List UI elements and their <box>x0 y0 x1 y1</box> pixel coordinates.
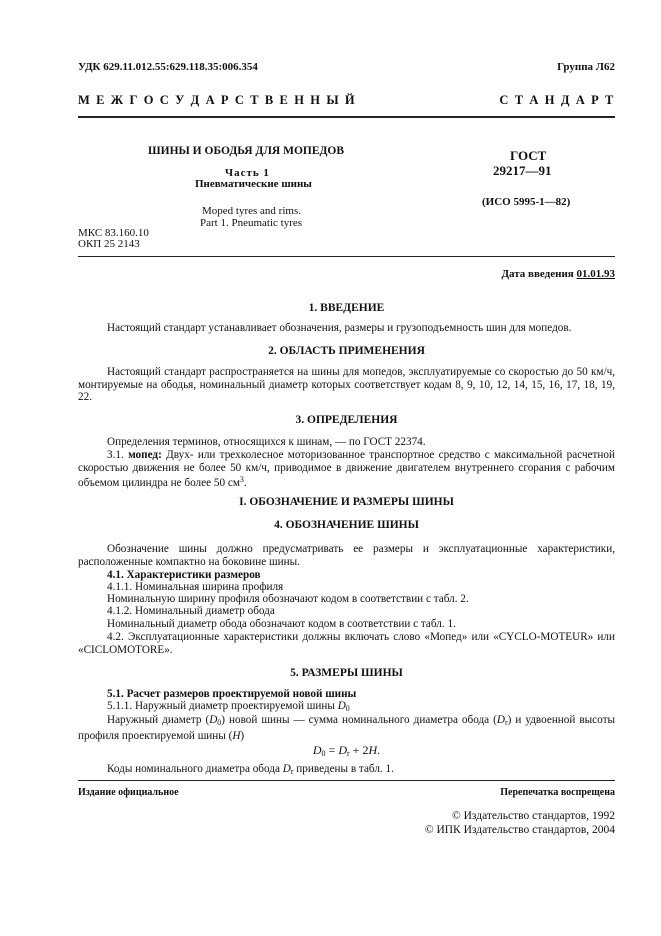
header-rule <box>78 116 615 118</box>
copyright-2: © ИПК Издательство стандартов, 2004 <box>424 824 615 836</box>
mks-code: МКС 83.160.10 <box>78 227 149 239</box>
symbol-d: D <box>282 763 291 775</box>
section-5-title: 5. РАЗМЕРЫ ШИНЫ <box>290 667 403 679</box>
section-4-title: 4. ОБОЗНАЧЕНИЕ ШИНЫ <box>274 519 419 531</box>
doc-part: Часть 1 <box>225 167 270 179</box>
text-part: ) новой шины — сумма номинального диаметра обода ( <box>221 714 497 726</box>
definition-number: 3.1. <box>107 449 124 461</box>
okp-code: ОКП 25 2143 <box>78 238 140 250</box>
symbol-d: D <box>337 700 346 712</box>
symbol-d-sub: 0 <box>217 718 222 727</box>
section-4-1-2-text: Номинальный диаметр обода обозначают кодом в соответствии с табл. 1. <box>107 618 456 630</box>
section-2-title: 2. ОБЛАСТЬ ПРИМЕНЕНИЯ <box>268 345 425 357</box>
symbol-r-sub: r <box>347 749 350 758</box>
text-part: Наружный диаметр ( <box>107 714 210 726</box>
section-4-1: 4.1. Характеристики размеров <box>107 569 261 581</box>
section-4-1-1: 4.1.1. Номинальная ширина профиля <box>107 581 284 593</box>
doc-part-title: Пневматические шины <box>195 178 312 190</box>
symbol-d: D <box>209 714 218 726</box>
section-4-text: Обозначение шины должно предусматривать ее размеры и эксплуатационные характеристики, расположенные компактно на боковине шины. <box>78 543 615 568</box>
gost-number: 29217—91 <box>493 163 552 178</box>
symbol-h: H <box>232 729 241 742</box>
official-edition: Издание официальное <box>78 787 179 798</box>
section-4-1-1-text: Номинальную ширину профиля обозначают кодом в соответствии с табл. 2. <box>107 593 469 605</box>
title-rule <box>78 256 615 257</box>
section-3-definition <box>78 449 615 490</box>
symbol-d-sub: 0 <box>345 704 350 713</box>
section-5-1-1-text <box>78 714 615 742</box>
copyright-1: © Издательство стандартов, 1992 <box>451 810 615 822</box>
symbol-d: D <box>338 743 347 757</box>
en-title-1: Moped tyres and rims. <box>202 205 301 217</box>
iso-number: (ИСО 5995-1—82) <box>482 196 571 208</box>
intro-date <box>501 268 615 280</box>
formula-eq: = <box>325 743 339 757</box>
section-4-1-2: 4.1.2. Номинальный диаметр обода <box>107 605 275 617</box>
section-4-2: 4.2. Эксплуатационные характеристики должны включать слово «Мопед» или «CYCLO-MOTEUR» или «CICLOMOTORE». <box>78 631 615 656</box>
doc-title: ШИНЫ И ОБОДЬЯ ДЛЯ МОПЕДОВ <box>148 145 345 157</box>
footer-rule <box>78 780 615 781</box>
intro-date-value: 01.01.93 <box>576 268 615 280</box>
interstate-label: М Е Ж Г О С У Д А Р С Т В Е Н Н Ы Й <box>78 93 357 107</box>
symbol-r-sub: r <box>290 767 294 776</box>
gost-label: ГОСТ <box>510 148 547 163</box>
codes-text <box>78 763 615 779</box>
section-2-text: Настоящий стандарт распространяется на шины для мопедов, эксплуатируемые со скоростью до 50 км/ч, монтируемые на ободья, номинальный диаметр которых соответствует кодам 8, 9, 10, 12, 14, 15, 16, 17, 18, 19, 22. <box>78 366 615 404</box>
symbol-r-sub: r <box>504 718 508 727</box>
text-part: ) <box>240 729 245 742</box>
text-part: Коды номинального диаметра обода <box>107 763 283 775</box>
formula-plus: + 2 <box>349 743 369 757</box>
definition-body: Двух- или трехколесное моторизованное транспортное средство с максимальной расчетной скоростью движения не более 50 км/ч, приводимое в движение двигателем внутреннего сгорания с рабочим объемом цилиндра не более 50 см <box>78 449 615 490</box>
en-title-2: Part 1. Pneumatic tyres <box>200 217 303 229</box>
symbol-d: D <box>312 743 322 757</box>
standard-label: С Т А Н Д А Р Т <box>499 93 615 107</box>
text-part: ) и удвоенной высоты профиля проектируемой шины ( <box>78 714 615 742</box>
section-5-1-1-label: 5.1.1. Наружный диаметр проектируемой шины <box>107 700 335 712</box>
definition-term: мопед: <box>128 449 162 461</box>
reprint-notice: Перепечатка воспрещена <box>500 787 615 798</box>
text-part: приведены в табл. 1. <box>293 763 394 775</box>
section-5-1: 5.1. Расчет размеров проектируемой новой шины <box>107 688 357 700</box>
section-1-text: Настоящий стандарт устанавливает обозначения, размеры и грузоподъемность шин для мопедов. <box>107 322 572 334</box>
symbol-d-sub: 0 <box>321 749 326 758</box>
section-3-text-1: Определения терминов, относящихся к шинам, — по ГОСТ 22374. <box>107 436 426 448</box>
definition-sup: 3 <box>239 475 244 485</box>
definition-end: . <box>243 477 247 490</box>
part-I-title: I. ОБОЗНАЧЕНИЕ И РАЗМЕРЫ ШИНЫ <box>239 496 454 508</box>
section-3-title: 3. ОПРЕДЕЛЕНИЯ <box>295 414 398 426</box>
symbol-d: D <box>496 714 505 726</box>
formula <box>78 743 615 758</box>
group-code: Группа Л62 <box>557 61 615 73</box>
intro-date-label: Дата введения <box>501 268 574 280</box>
udk-code: УДК 629.11.012.55:629.118.35:006.354 <box>78 61 258 73</box>
symbol-h: H <box>368 743 378 757</box>
formula-end: . <box>377 743 381 757</box>
section-1-title: 1. ВВЕДЕНИЕ <box>308 302 385 314</box>
